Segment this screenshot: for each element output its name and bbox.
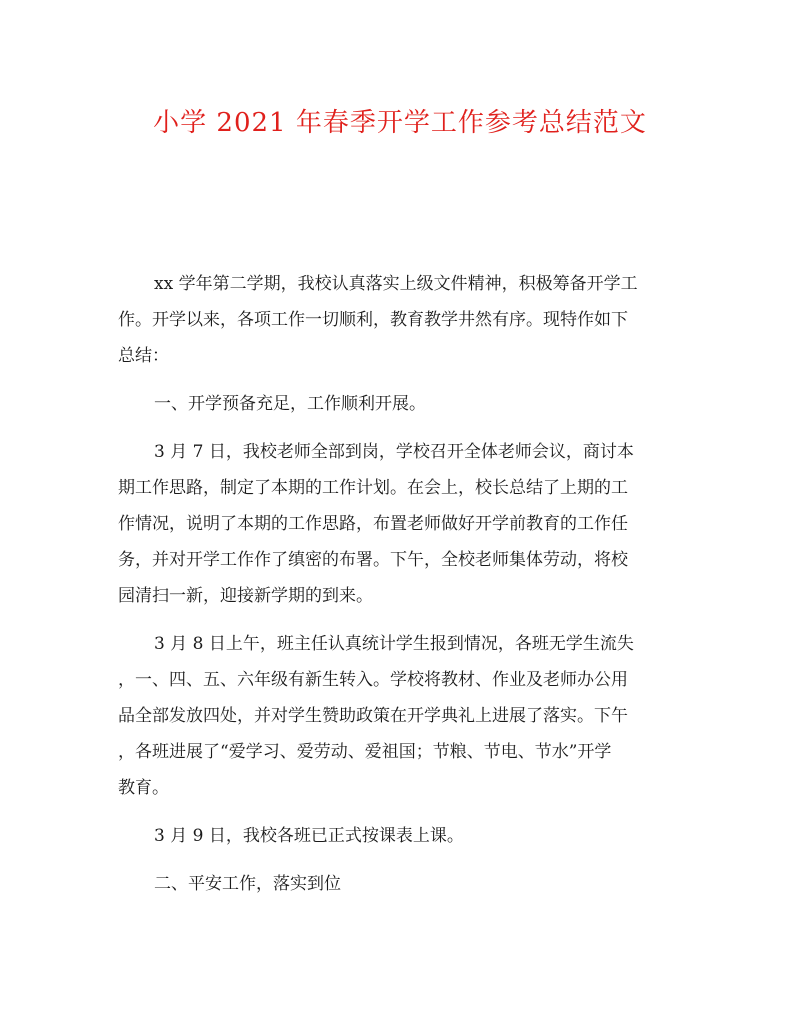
paragraph-march-8: [118, 626, 684, 806]
paragraph-line: 品全部发放四处，并对学生赞助政策在开学典礼上进展了落实。下午: [118, 706, 628, 726]
paragraph-line: ，各班进展了“爱学习、爱劳动、爱祖国；节粮、节电、节水”开学: [118, 742, 612, 762]
paragraph-line: 总结：: [118, 346, 169, 366]
paragraph-line: 期工作思路，制定了本期的工作计划。在会上，校长总结了上期的工: [118, 478, 628, 498]
section-heading-line: 一、开学预备充足，工作顺利开展。: [154, 394, 426, 414]
section-heading-2: [118, 866, 684, 902]
section-heading-1: [118, 386, 684, 422]
paragraph-march-7: [118, 434, 684, 614]
paragraph-line: 作情况，说明了本期的工作思路，布置老师做好开学前教育的工作任: [118, 514, 628, 534]
section-heading-line: 二、平安工作，落实到位: [154, 874, 341, 894]
document-title: 小学 2021 年春季开学工作参考总结范文: [153, 108, 647, 138]
paragraph-line: 教育。: [118, 778, 169, 798]
paragraph-intro: [118, 266, 684, 374]
paragraph-line: 作。开学以来，各项工作一切顺利，教育教学井然有序。现特作如下: [118, 310, 628, 330]
paragraph-line: 3 月 7 日，我校老师全部到岗，学校召开全体老师会议，商讨本: [154, 442, 634, 462]
paragraph-line: 3 月 8 日上午，班主任认真统计学生报到情况，各班无学生流失: [154, 634, 634, 654]
document-body: [118, 266, 684, 902]
paragraph-line: 3 月 9 日，我校各班已正式按课表上课。: [154, 826, 464, 846]
paragraph-line: 务，并对开学工作作了缜密的布署。下午，全校老师集体劳动，将校: [118, 550, 628, 570]
paragraph-line: xx 学年第二学期，我校认真落实上级文件精神，积极筹备开学工: [154, 274, 638, 294]
paragraph-line: ，一、四、五、六年级有新生转入。学校将教材、作业及老师办公用: [118, 670, 628, 690]
paragraph-line: 园清扫一新，迎接新学期的到来。: [118, 586, 373, 606]
paragraph-march-9: [118, 818, 684, 854]
